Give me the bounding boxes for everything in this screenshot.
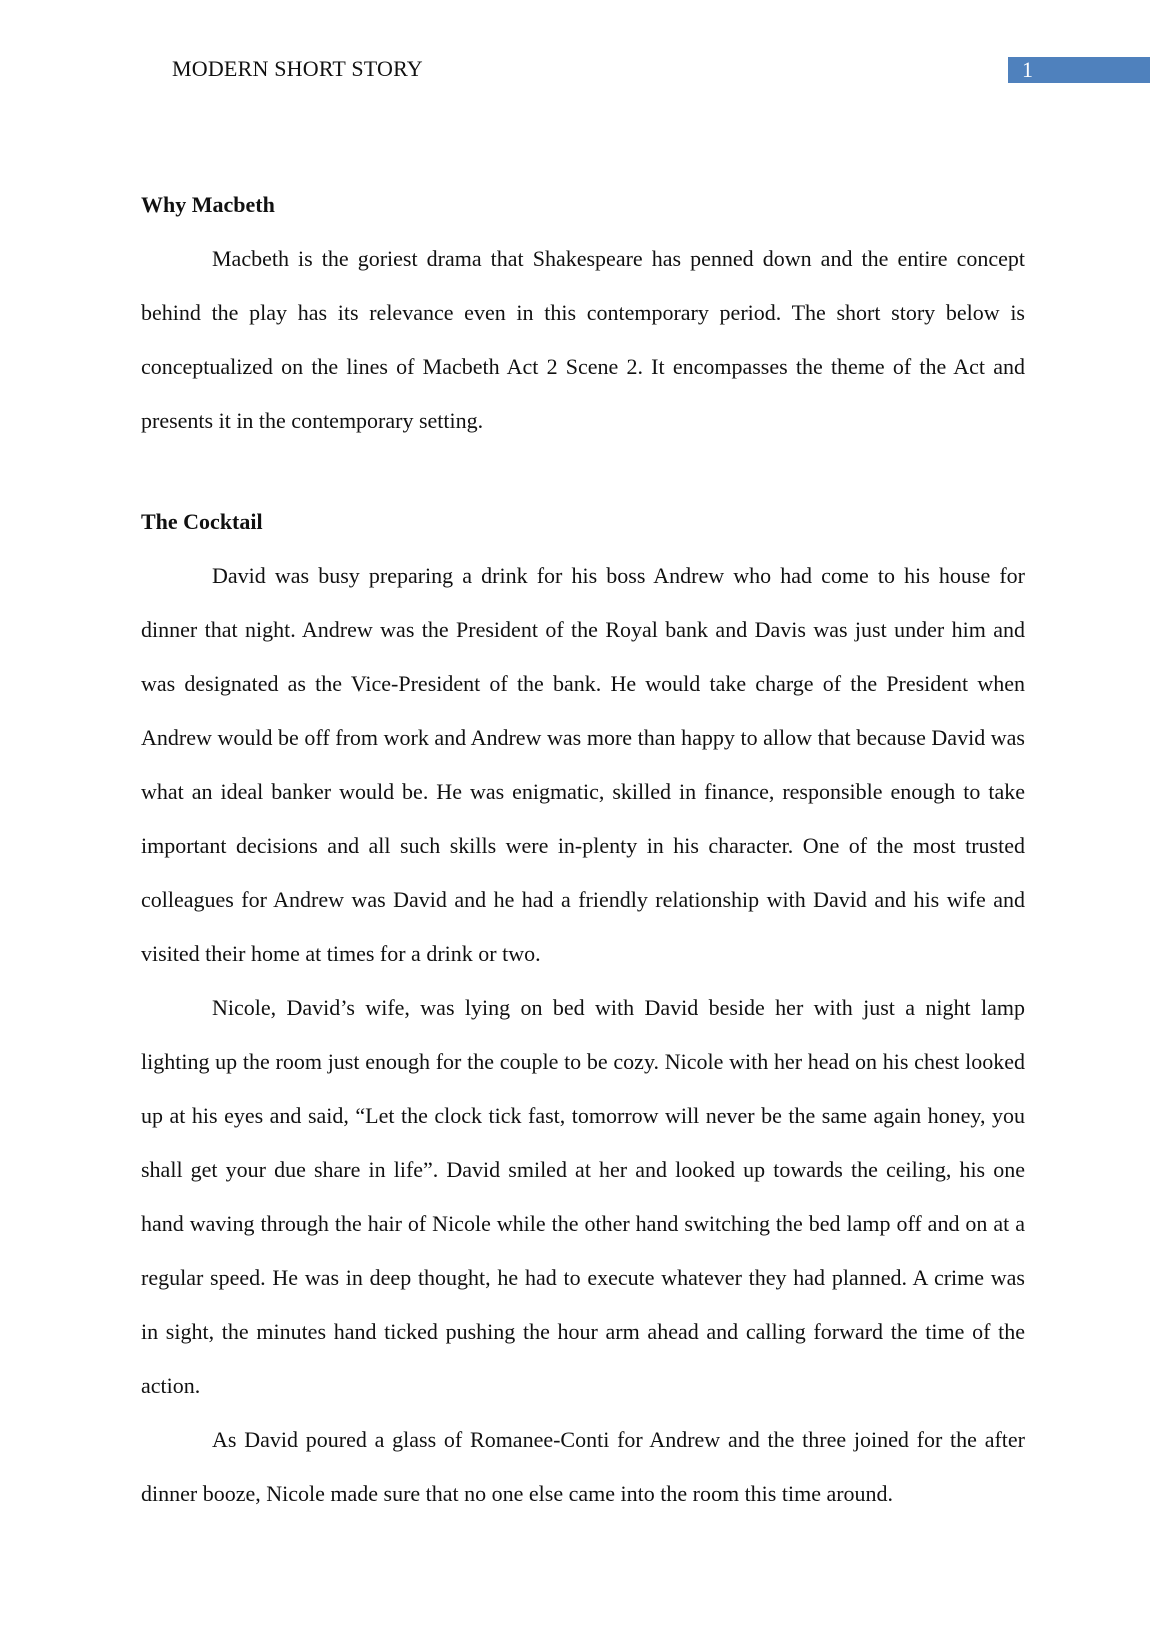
section-heading-why-macbeth: Why Macbeth: [141, 192, 275, 217]
document-body: [141, 178, 1025, 1521]
section-heading-the-cocktail: The Cocktail: [141, 509, 263, 534]
paragraph: As David poured a glass of Romanee-Conti for Andrew and the three joined for the after dinner booze, Nicole made sure that no one else came into the room this time around.: [141, 1427, 1025, 1506]
running-header-title: MODERN SHORT STORY: [172, 56, 423, 81]
page-number-badge: [1008, 57, 1150, 83]
paragraph: David was busy preparing a drink for his boss Andrew who had come to his house for dinner that night. Andrew was the President of the Royal bank and Davis was just under him and was designated as the Vice-President of the bank. He would take charge of the President when Andrew would be off from work and Andrew was more than happy to allow that because David was what an ideal banker would be. He was enigmatic, skilled in finance, responsible enough to take important decisions and all such skills were in-plenty in his character. One of the most trusted colleagues for Andrew was David and he had a friendly relationship with David and his wife and visited their home at times for a drink or two.: [141, 563, 1025, 966]
paragraph: Nicole, David’s wife, was lying on bed with David beside her with just a night lamp lighting up the room just enough for the couple to be cozy. Nicole with her head on his chest looked up at his eyes and said, “Let the clock tick fast, tomorrow will never be the same again honey, you shall get your due share in life”. David smiled at her and looked up towards the ceiling, his one hand waving through the hair of Nicole while the other hand switching the bed lamp off and on at a regular speed. He was in deep thought, he had to execute whatever they had planned. A crime was in sight, the minutes hand ticked pushing the hour arm ahead and calling forward the time of the action.: [141, 995, 1025, 1398]
paragraph: Macbeth is the goriest drama that Shakespeare has penned down and the entire concept behind the play has its relevance even in this contemporary period. The short story below is conceptualized on the lines of Macbeth Act 2 Scene 2. It encompasses the theme of the Act and presents it in the contemporary setting.: [141, 246, 1025, 433]
page-number: 1: [1022, 57, 1033, 82]
